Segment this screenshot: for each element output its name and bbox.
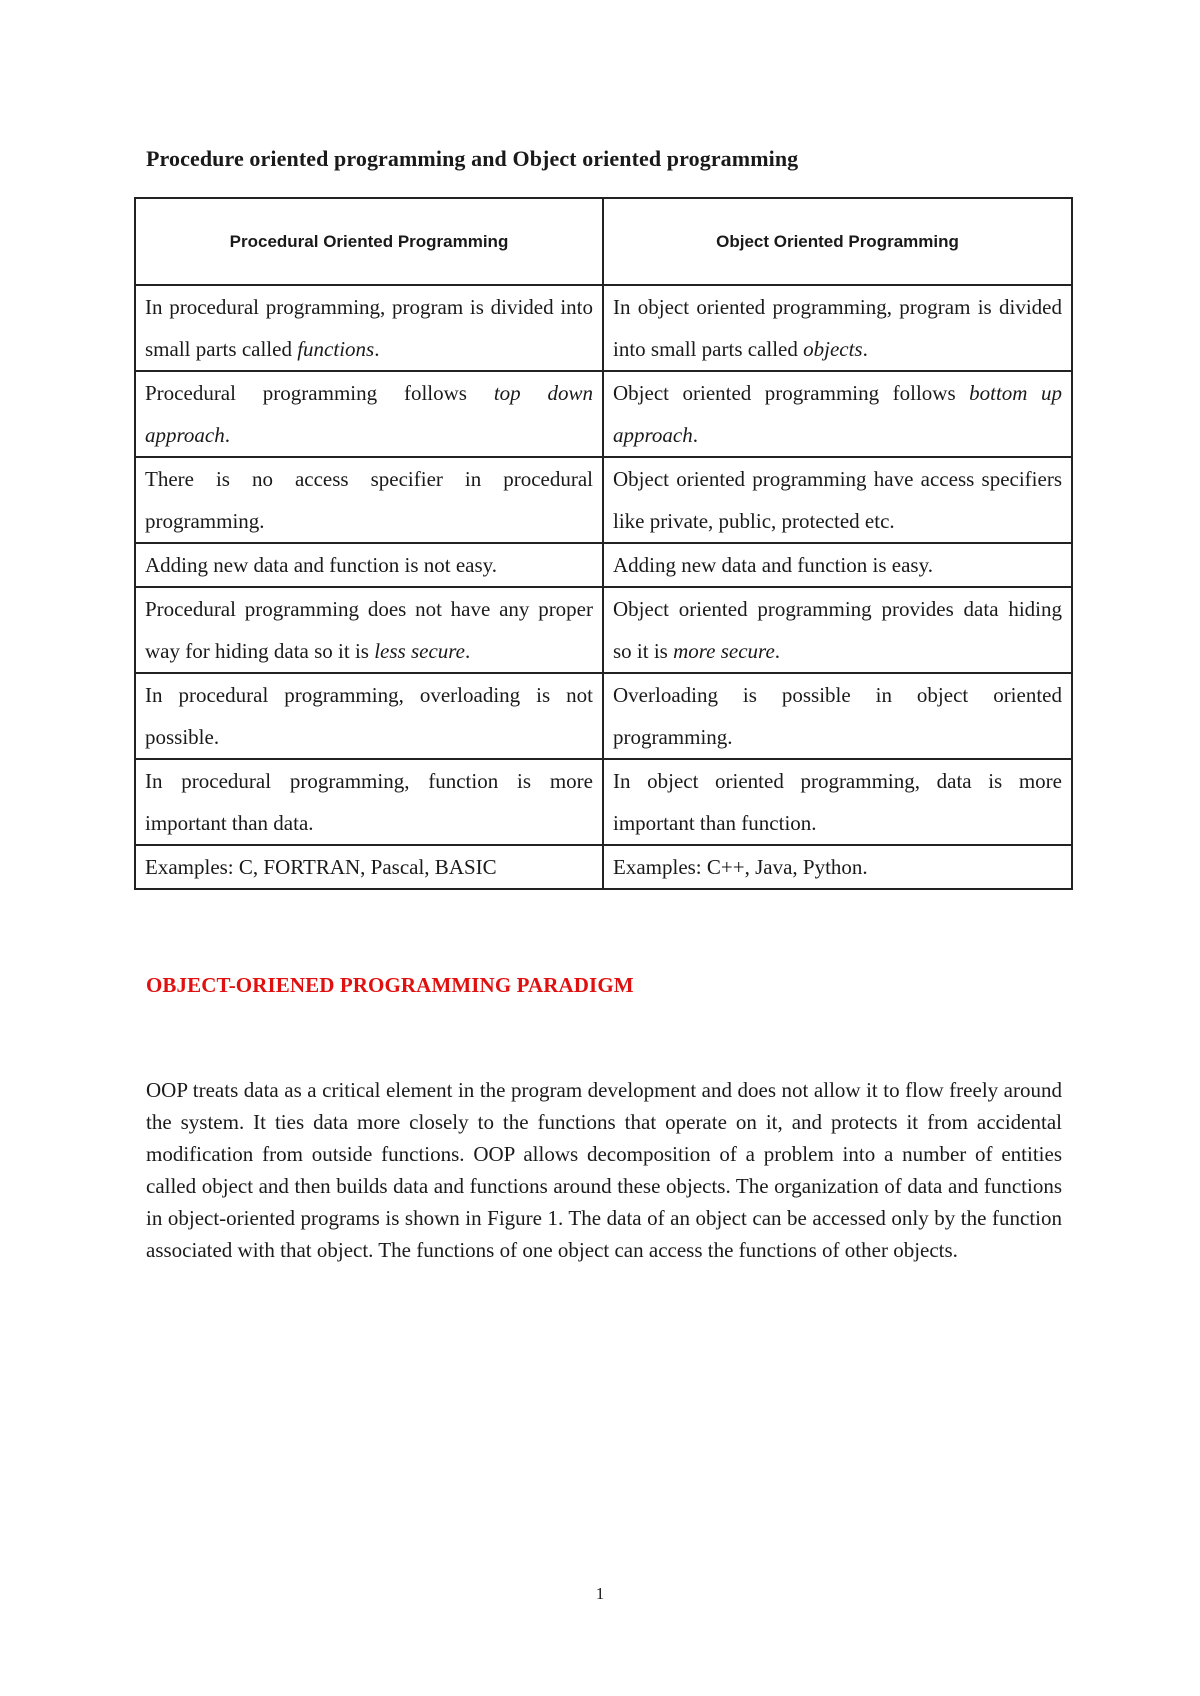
cell-emphasis: more secure [673, 639, 775, 663]
cell-text-end: . [224, 423, 230, 447]
cell-emphasis: bottom up approach [613, 381, 1062, 447]
cell-text: In object oriented programming, data is more important than function. [613, 769, 1062, 835]
cell-text: In procedural programming, function is more important than data. [145, 769, 593, 835]
cell-text: Object oriented programming provides data hiding so it is [613, 597, 1062, 663]
table-row [135, 457, 1072, 543]
cell-text-end: . [692, 423, 698, 447]
cell-text: In object oriented programming, program is divided into small parts called [613, 295, 1062, 361]
table-header-row [135, 198, 1072, 285]
cell-text: Examples: C, FORTRAN, Pascal, BASIC [145, 855, 497, 879]
table-cell-procedural [135, 845, 603, 889]
table-cell-object-oriented [603, 457, 1072, 543]
cell-text-end: . [862, 337, 868, 361]
column-header-procedural: Procedural Oriented Programming [135, 198, 603, 285]
cell-text: In procedural programming, program is divided into small parts called [145, 295, 593, 361]
table-cell-procedural [135, 673, 603, 759]
cell-emphasis: functions [297, 337, 375, 361]
table-cell-procedural [135, 543, 603, 587]
cell-emphasis: top down approach [145, 381, 593, 447]
table-row [135, 543, 1072, 587]
cell-text-end: . [374, 337, 380, 361]
cell-text: Procedural programming does not have any proper way for hiding data so it is [145, 597, 593, 663]
table-cell-object-oriented [603, 587, 1072, 673]
cell-text-end: . [465, 639, 471, 663]
table-cell-procedural [135, 587, 603, 673]
table-row [135, 371, 1072, 457]
cell-text: Adding new data and function is not easy. [145, 553, 498, 577]
column-header-object-oriented: Object Oriented Programming [603, 198, 1072, 285]
table-cell-procedural [135, 285, 603, 371]
cell-text: Object oriented programming follows [613, 381, 970, 405]
cell-text: Overloading is possible in object oriented programming. [613, 683, 1062, 749]
table-cell-object-oriented [603, 845, 1072, 889]
cell-text: In procedural programming, overloading is not possible. [145, 683, 593, 749]
table-row [135, 845, 1072, 889]
body-paragraph: OOP treats data as a critical element in the program development and does not allow it to flow freely around the system. It ties data more closely to the functions that operate on it, and protects it from accidental modification from outside functions. OOP allows decomposition of a problem into a number of entities called object and then builds data and functions around these objects. The organization of data and functions in object-oriented programs is shown in Figure 1. The data of an object can be accessed only by the function associated with that object. The functions of one object can access the functions of other objects. [146, 1078, 1062, 1262]
cell-text-end: . [774, 639, 781, 663]
table-cell-object-oriented [603, 673, 1072, 759]
comparison-table [134, 197, 1073, 890]
table-row [135, 285, 1072, 371]
table-cell-procedural [135, 457, 603, 543]
table-row [135, 587, 1072, 673]
table-cell-object-oriented [603, 285, 1072, 371]
cell-text: Procedural programming follows [145, 381, 494, 405]
cell-emphasis: objects [803, 337, 863, 361]
page-number: 1 [595, 1584, 605, 1603]
table-cell-procedural [135, 759, 603, 845]
cell-text: There is no access specifier in procedural programming. [145, 467, 593, 533]
cell-text: Adding new data and function is easy. [613, 553, 933, 577]
table-cell-object-oriented [603, 759, 1072, 845]
cell-emphasis: less secure [374, 639, 465, 663]
table-row [135, 759, 1072, 845]
table-row [135, 673, 1072, 759]
page-title: Procedure oriented programming and Object oriented programming [146, 146, 799, 171]
cell-text: Object oriented programming have access specifiers like private, public, protected etc. [613, 467, 1062, 533]
cell-text: Examples: C++, Java, Python. [613, 855, 868, 879]
table-cell-object-oriented [603, 543, 1072, 587]
table-cell-procedural [135, 371, 603, 457]
table-cell-object-oriented [603, 371, 1072, 457]
section-heading: OBJECT-ORIENED PROGRAMMING PARADIGM [146, 973, 634, 997]
